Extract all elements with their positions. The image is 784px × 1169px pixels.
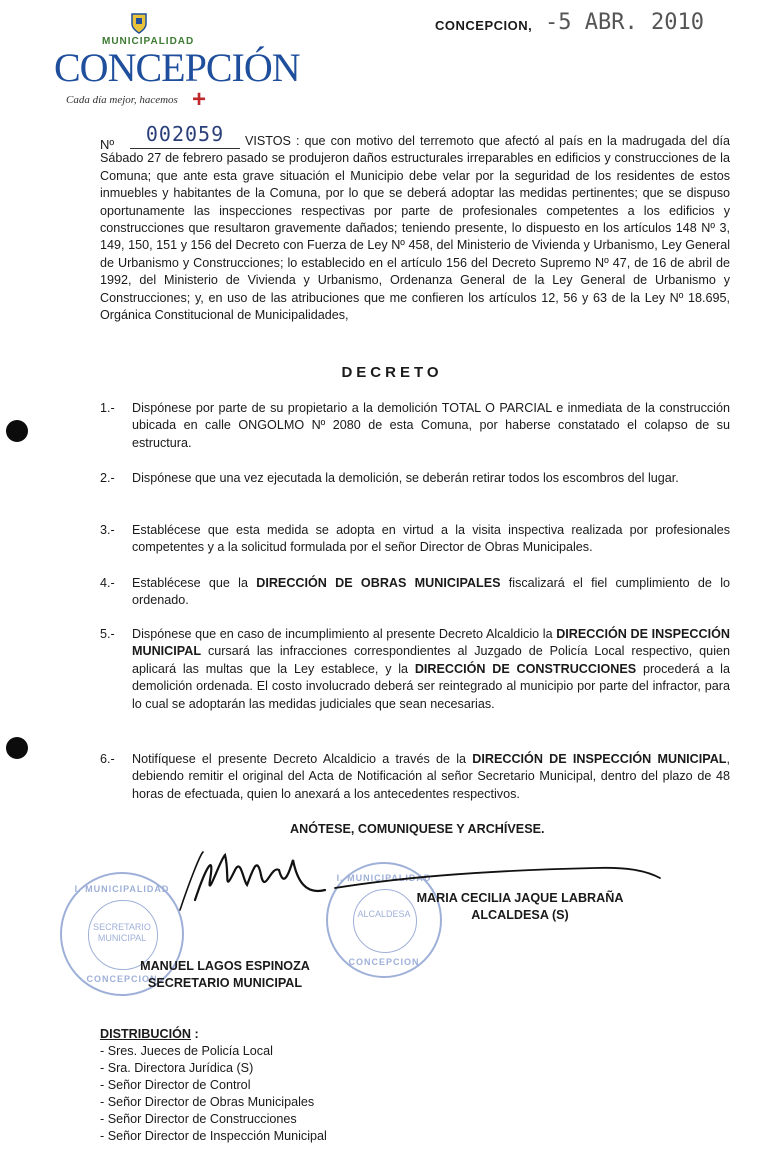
distribution-item: - Señor Director de Control	[100, 1078, 251, 1092]
distribution-item: - Señor Director de Construcciones	[100, 1112, 297, 1126]
decree-item-3	[100, 522, 730, 557]
seal-center-line: ALCALDESA	[357, 908, 411, 919]
place-label: CONCEPCION,	[435, 18, 533, 33]
item-text: Establécese que esta medida se adopta en virtud a la visita inspectiva realizada por profesionales competentes y a la solicitud formulada por el señor Director de Obras Municipales.	[132, 523, 730, 555]
secretario-name: MANUEL LAGOS ESPINOZA	[140, 959, 310, 973]
plus-icon: +	[192, 86, 207, 113]
closing-formula: ANÓTESE, COMUNIQUESE Y ARCHÍVESE.	[290, 822, 545, 836]
logo-slogan: Cada día mejor, hacemos	[66, 94, 178, 106]
distribution-heading	[100, 1027, 199, 1041]
seal-bottom-text: CONCEPCION	[348, 957, 420, 968]
item-text-part: Establécese que la	[132, 576, 257, 590]
distribution-colon: :	[190, 1027, 199, 1041]
decree-item-5	[100, 626, 730, 713]
item-number: 5.-	[100, 627, 115, 641]
coat-of-arms-icon	[130, 12, 148, 34]
punch-hole	[6, 737, 28, 759]
item-text-part: Notifíquese el presente Decreto Alcaldicio a través de la	[132, 752, 473, 766]
item-text	[132, 626, 730, 713]
seal-top-text: I. MUNICIPALIDAD	[74, 883, 170, 894]
secretario-signature-block	[120, 958, 330, 992]
item-text	[132, 575, 730, 610]
item-number: 2.-	[100, 471, 115, 485]
decree-title: DECRETO	[341, 364, 443, 381]
seal-top-text: I. MUNICIPALIDAD	[336, 872, 432, 883]
item-text-part: , debiendo remitir el original del Acta de Notificación al señor Secretario Municipal, dentro del plazo de 48 horas de efectuada, quien lo anexará a los antecedentes respectivos.	[132, 752, 731, 801]
punch-hole	[6, 420, 28, 442]
date-stamp: -5 ABR. 2010	[545, 10, 704, 35]
item-text: Dispónese por parte de su propietario a la demolición TOTAL O PARCIAL e inmediata de la construcción ubicada en calle ONGOLMO Nº 2080 de esta Comuna, por haberse constatado el colapso de su estructura.	[132, 401, 730, 450]
decree-item-4	[100, 575, 730, 610]
seal-center-text	[62, 922, 182, 944]
item-text-part: procederá a la demolición ordenada. El costo involucrado deberá ser reintegrado al municipio por parte del infractor, para lo cual se adoptarán las medidas judiciales que sean necesarias.	[132, 661, 730, 711]
item-text-part: fiscalizará el fiel cumplimiento de lo ordenado.	[132, 576, 731, 608]
alcaldesa-signature-block	[405, 890, 635, 924]
decree-number-label: Nº	[100, 137, 115, 152]
alcaldesa-title: ALCALDESA (S)	[471, 908, 569, 922]
seal-bottom-text: CONCEPCION	[86, 974, 158, 985]
distribution-item: - Señor Director de Obras Municipales	[100, 1095, 315, 1109]
item-text: Dispónese que una vez ejecutada la demolición, se deberán retirar todos los escombros del lugar.	[132, 471, 679, 485]
item-number: 1.-	[100, 401, 115, 415]
distribution-item: - Sra. Directora Jurídica (S)	[100, 1061, 254, 1075]
decree-item-2	[100, 470, 730, 487]
distribution-item: - Sres. Jueces de Policía Local	[100, 1044, 273, 1058]
item-text	[132, 751, 730, 803]
item-text-part: cursará las infracciones correspondientes al Juzgado de Policía Local respectivo, quien aplicará las multas que la Ley establece, y la	[132, 644, 730, 676]
item-number: 4.-	[100, 576, 115, 590]
decree-number-value: 002059	[130, 122, 240, 149]
seal-center-line: MUNICIPAL	[97, 933, 147, 943]
vistos-paragraph: VISTOS : que con motivo del terremoto que afectó al país en la madrugada del día Sábado 27 de febrero pasado se produjeron daños estructurales irreparables en edificios y construcciones de la Comuna; que ante esta grave situación el Municipio debe velar por la seguridad de los residentes de estos inmuebles y habitantes de la Comuna, por lo que se deberá adoptar las medidas pertinentes; que se dispuso oportunamente las inspecciones respectivas por parte de profesionales competentes a los edificios y construcciones que resultaron gravemente dañados; teniendo presente, lo dispuesto en los artículos 148 Nº 3, 149, 150, 151 y 156 del Decreto con Fuerza de Ley Nº 458, del Ministerio de Vivienda y Urbanismo, Ley General de Urbanismo y Construcciones; lo establecido en el artículo 156 del Decreto Supremo Nº 47, de 16 de abril de 1992, del Ministerio de Vivienda y Urbanismo, Ordenanza General de la Ley General de Urbanismo y Construcciones; y, en uso de las atribuciones que me confieren los artículos 12, 56 y 63 de la Ley Nº 18.695, Orgánica Constitucional de Municipalidades,	[100, 134, 730, 323]
item-text-bold: DIRECCIÓN DE CONSTRUCCIONES	[414, 661, 637, 676]
distribution-item: - Señor Director de Inspección Municipal	[100, 1129, 327, 1143]
alcaldesa-name: MARIA CECILIA JAQUE LABRAÑA	[416, 891, 624, 905]
item-number: 6.-	[100, 752, 115, 766]
secretario-title: SECRETARIO MUNICIPAL	[147, 976, 303, 990]
item-text-bold: DIRECCIÓN DE INSPECCIÓN MUNICIPAL	[472, 752, 727, 766]
distribution-title: DISTRIBUCIÓN	[100, 1027, 191, 1041]
item-text-bold: DIRECCIÓN DE INSPECCIÓN MUNICIPAL	[132, 627, 730, 659]
item-text-bold: DIRECCIÓN DE OBRAS MUNICIPALES	[256, 576, 501, 590]
logo-city-text: CONCEPCIÓN	[54, 45, 300, 90]
decree-item-6	[100, 751, 730, 803]
item-number: 3.-	[100, 523, 115, 537]
municipality-logo	[52, 12, 300, 117]
seal-center-line: SECRETARIO	[93, 922, 151, 932]
distribution-list	[100, 1043, 327, 1145]
item-text-part: Dispónese que en caso de incumplimiento al presente Decreto Alcaldicio la	[132, 627, 557, 641]
decree-item-1	[100, 400, 730, 452]
logo-municipalidad-text: MUNICIPALIDAD	[102, 36, 195, 47]
